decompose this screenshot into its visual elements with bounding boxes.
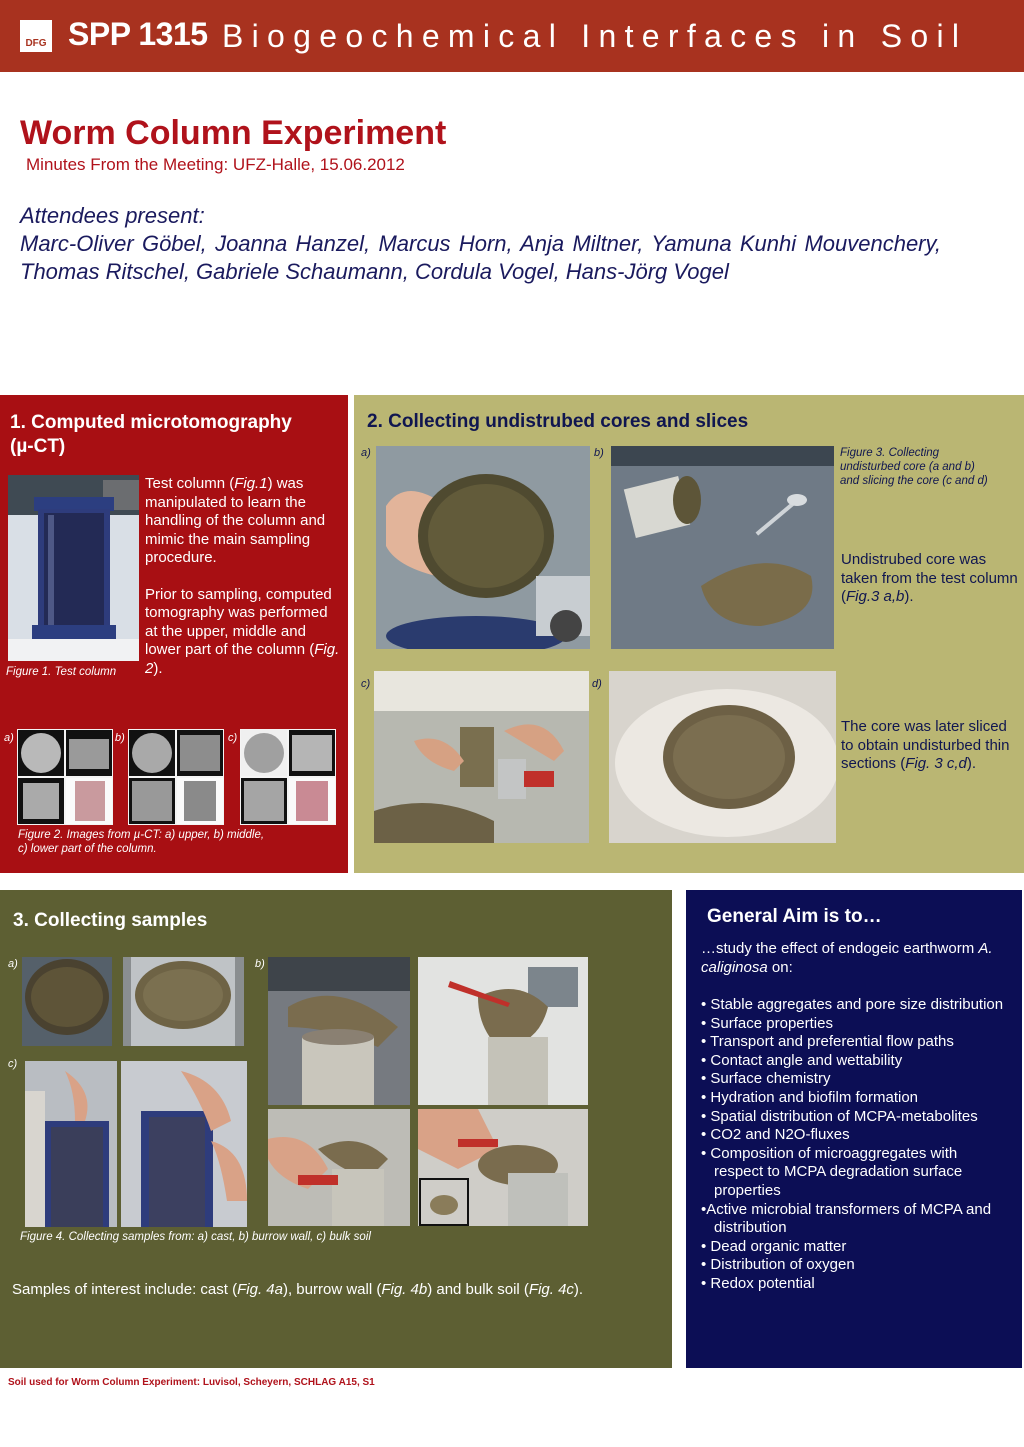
ct-image-middle bbox=[128, 729, 224, 825]
fig2-label-a: a) bbox=[4, 732, 14, 744]
program-name: SPP 1315 bbox=[68, 16, 208, 52]
section-samples-heading: 3. Collecting samples bbox=[13, 910, 208, 931]
fig4-caption: Figure 4. Collecting samples from: a) cast, b) burrow wall, c) bulk soil bbox=[20, 1231, 371, 1243]
fig3-label-c: c) bbox=[361, 678, 371, 690]
fig3-label-b: b) bbox=[594, 447, 604, 459]
aim-item: • Redox potential bbox=[701, 1274, 815, 1292]
aim-heading: General Aim is to… bbox=[707, 906, 882, 927]
aim-intro: …study the effect of endogeic earthworm A. caliginosa on: bbox=[701, 940, 993, 976]
aim-item: • Composition of microaggregates with respect to MCPA degradation surface properties bbox=[701, 1144, 963, 1199]
fig4-label-a: a) bbox=[8, 958, 18, 970]
page-title: Worm Column Experiment bbox=[20, 114, 447, 152]
test-column-photo bbox=[8, 475, 139, 661]
aim-item: • Contact angle and wettability bbox=[701, 1051, 903, 1069]
cores-text-1: Undistrubed core was taken from the test column (Fig.3 a,b). bbox=[841, 551, 1018, 605]
fig2-caption: Figure 2. Images from µ-CT: a) upper, b) middle, c) lower part of the column. bbox=[18, 829, 265, 855]
attendees-list: Marc-Oliver Göbel, Joanna Hanzel, Marcus Horn, Anja Miltner, Yamuna Kunhi Mouvenchery, Thomas Ritschel, Gabriele Schaumann, Cordula Vogel, Hans-Jörg Vogel bbox=[20, 231, 941, 284]
slice-photo-c bbox=[374, 671, 589, 843]
core-photo-a bbox=[376, 446, 590, 649]
attendees-label: Attendees present: bbox=[20, 203, 205, 228]
aim-item: • Hydration and biofilm formation bbox=[701, 1088, 919, 1106]
fig4-label-c: c) bbox=[8, 1058, 18, 1070]
burrow-photo-3 bbox=[268, 1109, 410, 1226]
aim-item: • Dead organic matter bbox=[701, 1237, 847, 1255]
fig1-caption: Figure 1. Test column bbox=[6, 666, 117, 678]
samples-text: Samples of interest include: cast (Fig. 4a), burrow wall (Fig. 4b) and bulk soil (Fig. 4c). bbox=[12, 1281, 584, 1298]
aim-item: • Transport and preferential flow paths bbox=[701, 1033, 954, 1051]
aim-item: • CO2 and N2O-fluxes bbox=[701, 1126, 850, 1144]
burrow-photo-1 bbox=[268, 957, 410, 1105]
aim-item: • Spatial distribution of MCPA-metabolites bbox=[701, 1107, 978, 1125]
aim-item: • Surface properties bbox=[701, 1014, 833, 1032]
dfg-logo: DFG bbox=[20, 20, 52, 52]
aim-item: • Distribution of oxygen bbox=[701, 1256, 855, 1274]
cores-text-2: The core was later sliced to obtain undisturbed thin sections (Fig. 3 c,d). bbox=[841, 718, 1010, 772]
bulk-soil-photo-2 bbox=[121, 1061, 247, 1227]
ct-image-upper bbox=[17, 729, 113, 825]
fig2-label-c: c) bbox=[228, 732, 238, 744]
banner-title: Biogeochemical Interfaces in Soil bbox=[222, 18, 968, 54]
slice-photo-d bbox=[609, 671, 836, 843]
cast-photo-2 bbox=[123, 957, 244, 1046]
burrow-photo-2 bbox=[418, 957, 588, 1105]
core-photo-b bbox=[611, 446, 834, 649]
aim-list bbox=[701, 996, 1007, 1294]
aim-item: • Stable aggregates and pore size distribution bbox=[701, 996, 1004, 1013]
footer-note: Soil used for Worm Column Experiment: Luvisol, Scheyern, SCHLAG A15, S1 bbox=[8, 1377, 375, 1388]
bulk-soil-photo-1 bbox=[25, 1061, 117, 1227]
burrow-photo-4 bbox=[418, 1109, 588, 1226]
cast-photo-1 bbox=[22, 957, 112, 1046]
fig2-label-b: b) bbox=[115, 732, 125, 744]
aim-item: •Active microbial transformers of MCPA and distribution bbox=[701, 1200, 992, 1237]
page-subtitle: Minutes From the Meeting: UFZ-Halle, 15.06.2012 bbox=[26, 155, 405, 174]
ct-image-lower bbox=[240, 729, 336, 825]
section-ct-heading: 1. Computed microtomography (µ-CT) bbox=[10, 412, 292, 457]
fig4-label-b: b) bbox=[255, 958, 265, 970]
fig3-label-a: a) bbox=[361, 447, 371, 459]
fig3-caption: Figure 3. Collecting undisturbed core (a and b) and slicing the core (c and d) bbox=[840, 447, 988, 487]
aim-item: • Surface chemistry bbox=[701, 1070, 831, 1088]
section-ct-text: Test column (Fig.1) was manipulated to learn the handling of the column and mimic the main sampling procedure. Prior to sampling, computed tomography was performed at the upper, middle and lower part of the column (Fig. 2). bbox=[145, 475, 340, 677]
fig3-label-d: d) bbox=[592, 678, 602, 690]
section-cores-heading: 2. Collecting undistrubed cores and slices bbox=[367, 411, 749, 432]
